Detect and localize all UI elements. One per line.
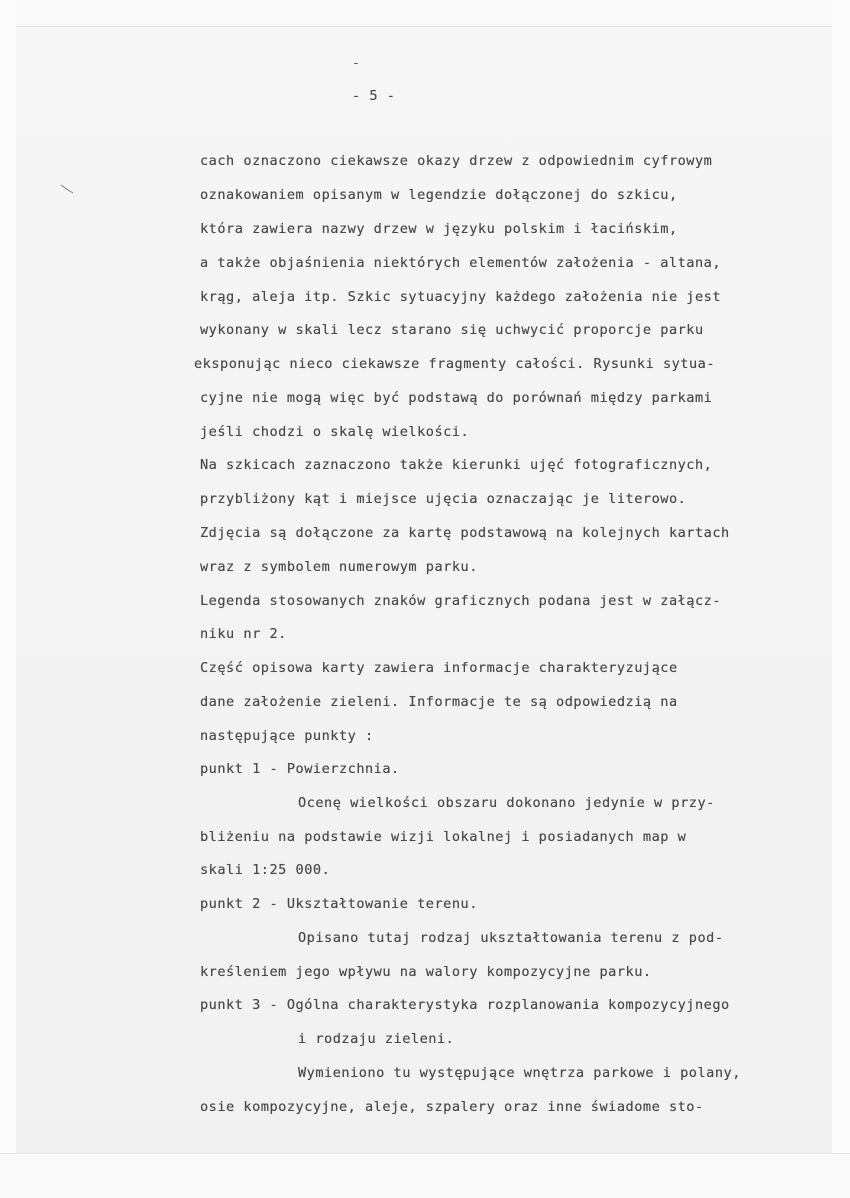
text-line: punkt 2 - Ukształtowanie terenu. — [200, 896, 478, 912]
text-line: bliżeniu na podstawie wizji lokalnej i posiadanych map w — [200, 829, 687, 845]
text-line: Opisano tutaj rodzaj ukształtowania terenu z pod- — [298, 930, 724, 946]
text-line: cyjne nie mogą więc być podstawą do porównań między parkami — [200, 390, 713, 406]
text-line: kreśleniem jego wpływu na walory kompozycyjne parku. — [200, 964, 652, 980]
text-line: a także objaśnienia niektórych elementów założenia - altana, — [200, 255, 722, 271]
text-line: osie kompozycyjne, aleje, szpalery oraz inne świadome sto- — [200, 1099, 704, 1115]
text-line: skali 1:25 000. — [200, 862, 331, 878]
page-number: - 5 - — [352, 88, 396, 104]
scan-top-border — [0, 0, 850, 27]
scan-bottom-border — [0, 1153, 850, 1198]
text-line: i rodzaju zieleni. — [298, 1031, 455, 1047]
text-line: Część opisowa karty zawiera informacje charakteryzujące — [200, 660, 678, 676]
scan-right-border — [832, 0, 850, 1198]
text-line: punkt 3 - Ogólna charakterystyka rozplanowania kompozycyjnego — [200, 997, 730, 1013]
text-line: oznakowaniem opisanym w legendzie dołączonej do szkicu, — [200, 187, 678, 203]
text-line: wykonany w skali lecz starano się uchwycić proporcje parku — [200, 322, 704, 338]
text-line: jeśli chodzi o skalę wielkości. — [200, 424, 470, 440]
text-line: Legenda stosowanych znaków graficznych podana jest w załącz- — [200, 593, 722, 609]
text-line: przybliżony kąt i miejsce ujęcia oznaczając je literowo. — [200, 491, 687, 507]
text-line: która zawiera nazwy drzew w języku polskim i łacińskim, — [200, 221, 678, 237]
text-line: Zdjęcia są dołączone za kartę podstawową na kolejnych kartach — [200, 525, 730, 541]
text-line: niku nr 2. — [200, 626, 287, 642]
text-line: cach oznaczono ciekawsze okazy drzew z odpowiednim cyfrowym — [200, 153, 713, 169]
scan-left-border — [0, 0, 16, 1198]
text-line: punkt 1 - Powierzchnia. — [200, 761, 400, 777]
margin-tick-mark — [60, 184, 74, 194]
text-line: dane założenie zieleni. Informacje te są odpowiedzią na — [200, 694, 678, 710]
text-line: krąg, aleja itp. Szkic sytuacyjny każdego założenia nie jest — [200, 289, 722, 305]
text-line: następujące punkty : — [200, 728, 374, 744]
text-line: wraz z symbolem numerowym parku. — [200, 559, 478, 575]
top-mark: - — [352, 56, 360, 71]
text-line: Na szkicach zaznaczono także kierunki ujęć fotograficznych, — [200, 457, 713, 473]
text-line: eksponując nieco ciekawsze fragmenty całości. Rysunki sytua- — [194, 356, 716, 372]
text-line: Ocenę wielkości obszaru dokonano jedynie w przy- — [298, 795, 715, 811]
text-line: Wymieniono tu występujące wnętrza parkowe i polany, — [298, 1065, 741, 1081]
